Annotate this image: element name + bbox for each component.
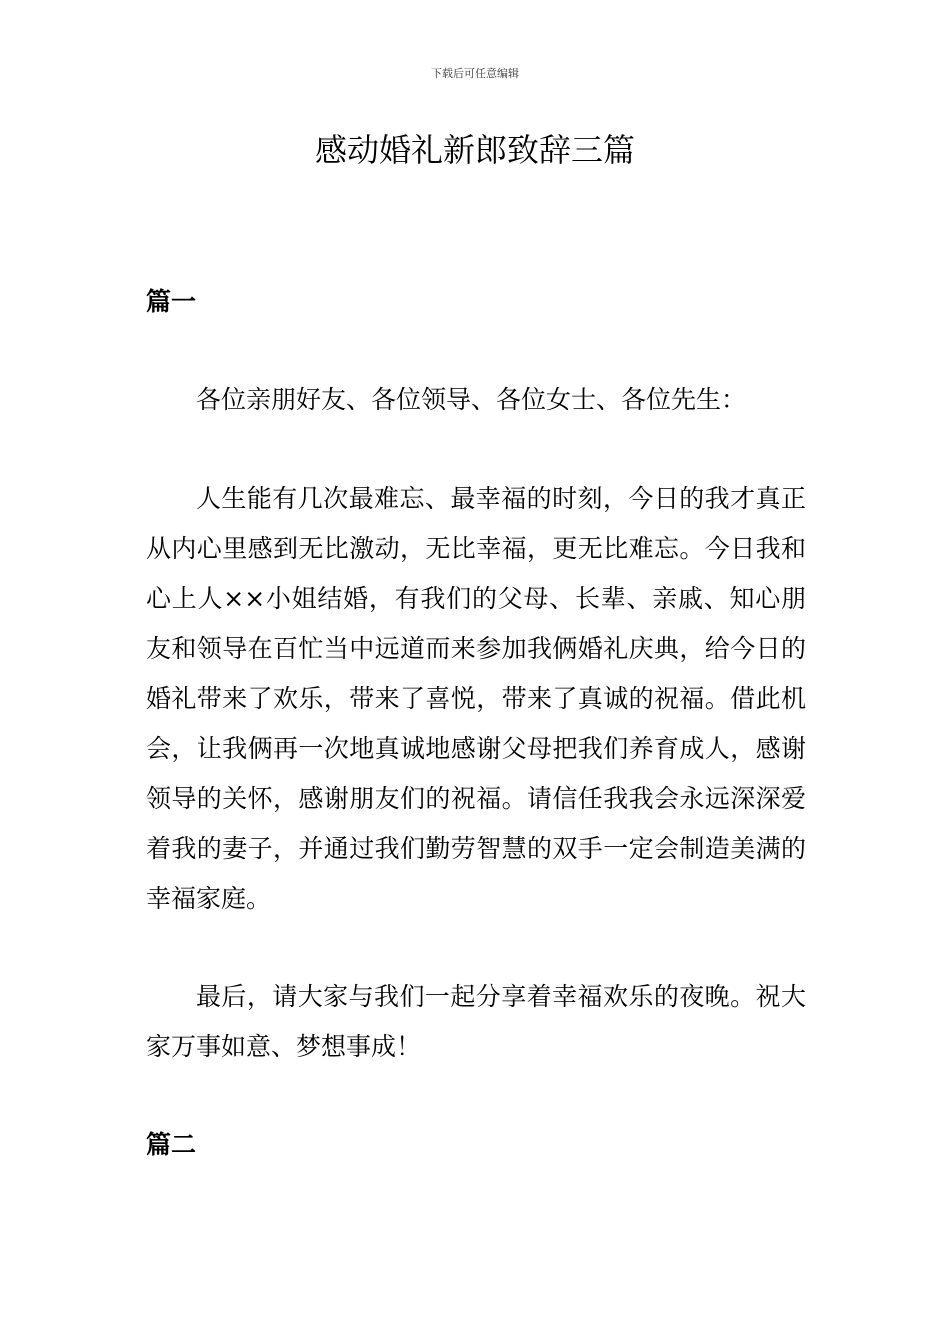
header-note: 下载后可任意编辑 xyxy=(431,67,519,80)
section-heading-1: 篇一 xyxy=(146,287,197,316)
salutation-paragraph: 各位亲朋好友、各位领导、各位女士、各位先生： xyxy=(196,385,747,414)
section-heading-2: 篇二 xyxy=(146,1130,197,1159)
body-paragraph: 人生能有几次最难忘、最幸福的时刻，今日的我才真正从内心里感到无比激动，无比幸福，更无比难忘。今日我和心上人××小姐结婚，有我们的父母、长辈、亲戚、知心朋友和领导在百忙当中远道而来参加我俩婚礼庆典，给今日的婚礼带来了欢乐，带来了喜悦，带来了真诚的祝福。借此机会，让我俩再一次地真诚地感谢父母把我们养育成人，感谢领导的关怀，感谢朋友们的祝福。请信任我我会永远深深爱着我的妻子，并通过我们勤劳智慧的双手一定会制造美满的幸福家庭。 xyxy=(146,484,806,913)
closing-paragraph: 最后，请大家与我们一起分享着幸福欢乐的夜晚。祝大家万事如意、梦想事成！ xyxy=(146,982,806,1061)
document-title: 感动婚礼新郎致辞三篇 xyxy=(314,131,635,169)
